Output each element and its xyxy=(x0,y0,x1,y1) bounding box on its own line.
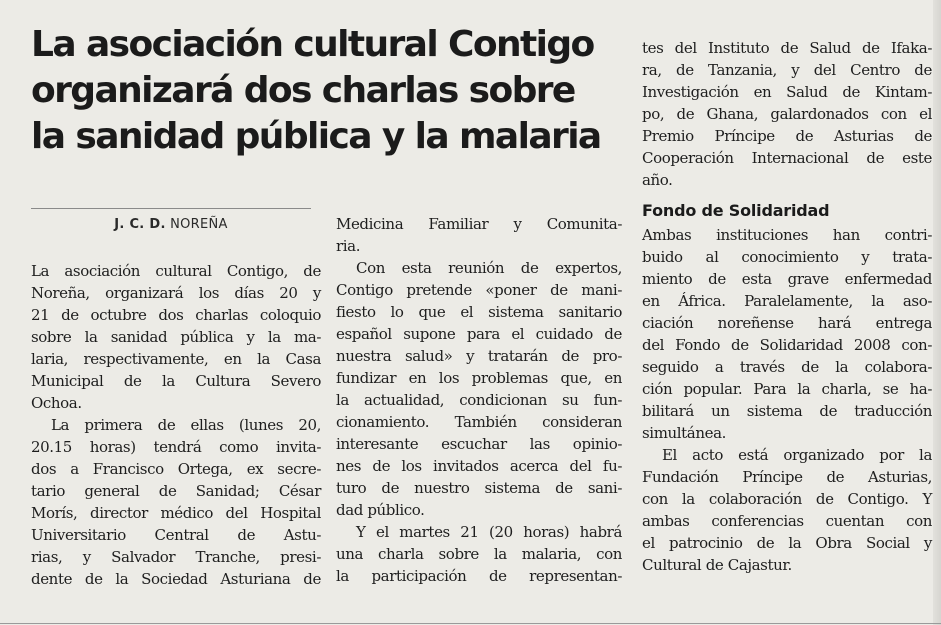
text-line: Cooperación Internacional de este xyxy=(642,149,932,167)
text-line: del Fondo de Solidaridad 2008 con- xyxy=(642,336,932,354)
headline xyxy=(31,22,626,160)
byline-rule xyxy=(31,208,311,209)
text-line: el patrocinio de la Obra Social y xyxy=(642,534,932,552)
text-line: tes del Instituto de Salud de Ifaka- xyxy=(642,39,932,57)
text-line: ción popular. Para la charla, se ha- xyxy=(642,380,932,398)
headline-line: organizará dos charlas sobre xyxy=(31,70,575,111)
adjacent-page-edge xyxy=(933,0,941,625)
text-line: una charla sobre la malaria, con xyxy=(336,545,622,563)
text-line: Investigación en Salud de Kintam- xyxy=(642,83,932,101)
section-subhead: Fondo de Solidaridad xyxy=(642,201,830,220)
text-line: Cultural de Cajastur. xyxy=(642,556,792,574)
text-line: Universitario Central de Astu- xyxy=(31,526,321,544)
text-line: dos a Francisco Ortega, ex secre- xyxy=(31,460,321,478)
text-line: Con esta reunión de expertos, xyxy=(356,259,622,277)
text-line: dente de la Sociedad Asturiana de xyxy=(31,570,321,588)
headline-line: La asociación cultural Contigo xyxy=(31,24,594,65)
text-line: miento de esta grave enfermedad xyxy=(642,270,932,288)
text-line: Medicina Familiar y Comunita- xyxy=(336,215,622,233)
headline-line: la sanidad pública y la malaria xyxy=(31,116,601,157)
text-line: Noreña, organizará los días 20 y xyxy=(31,284,321,302)
article-column-1 xyxy=(31,260,321,590)
text-line: la participación de representan- xyxy=(336,567,622,585)
text-line: con la colaboración de Contigo. Y xyxy=(642,490,932,508)
text-line: nes de los invitados acerca del fu- xyxy=(336,457,622,475)
text-line: Ambas instituciones han contri- xyxy=(642,226,932,244)
text-line: cionamiento. También consideran xyxy=(336,413,622,431)
bottom-rule xyxy=(0,623,941,624)
text-line: dad público. xyxy=(336,501,425,519)
text-line: en África. Paralelamente, la aso- xyxy=(642,292,932,310)
text-line: Contigo pretende «poner de mani- xyxy=(336,281,622,299)
text-line: nuestra salud» y tratarán de pro- xyxy=(336,347,622,365)
text-line: seguido a través de la colabora- xyxy=(642,358,932,376)
text-line: la actualidad, condicionan su fun- xyxy=(336,391,622,409)
text-line: fundizar en los problemas que, en xyxy=(336,369,622,387)
text-line: El acto está organizado por la xyxy=(662,446,932,464)
text-line: 20.15 horas) tendrá como invita- xyxy=(31,438,321,456)
text-line: Premio Príncipe de Asturias de xyxy=(642,127,932,145)
text-line: po, de Ghana, galardonados con el xyxy=(642,105,932,123)
text-line: Y el martes 21 (20 horas) habrá xyxy=(356,523,622,541)
text-line: fiesto lo que el sistema sanitario xyxy=(336,303,622,321)
text-line: español supone para el cuidado de xyxy=(336,325,622,343)
article-column-2 xyxy=(336,213,622,587)
byline-author: J. C. D. xyxy=(114,217,166,232)
byline xyxy=(31,216,311,234)
text-line: laria, respectivamente, en la Casa xyxy=(31,350,321,368)
text-line: interesante escuchar las opinio- xyxy=(336,435,622,453)
text-line: La asociación cultural Contigo, de xyxy=(31,262,321,280)
text-line: simultánea. xyxy=(642,424,726,442)
text-line: La primera de ellas (lunes 20, xyxy=(51,416,321,434)
text-line: año. xyxy=(642,171,673,189)
text-line: bilitará un sistema de traducción xyxy=(642,402,932,420)
text-line: Fundación Príncipe de Asturias, xyxy=(642,468,932,486)
text-line: ambas conferencias cuentan con xyxy=(642,512,932,530)
text-line: Municipal de la Cultura Severo xyxy=(31,372,321,390)
text-line: tario general de Sanidad; César xyxy=(31,482,321,500)
article-column-3 xyxy=(642,37,932,576)
text-line: Ochoa. xyxy=(31,394,82,412)
text-line: turo de nuestro sistema de sani- xyxy=(336,479,622,497)
text-line: rias, y Salvador Tranche, presi- xyxy=(31,548,321,566)
text-line: ra, de Tanzania, y del Centro de xyxy=(642,61,932,79)
text-line: buido al conocimiento y trata- xyxy=(642,248,932,266)
byline-location: NOREÑA xyxy=(170,217,228,232)
text-line: ria. xyxy=(336,237,361,255)
text-line: 21 de octubre dos charlas coloquio xyxy=(31,306,321,324)
text-line: sobre la sanidad pública y la ma- xyxy=(31,328,321,346)
text-line: Morís, director médico del Hospital xyxy=(31,504,321,522)
text-line: ciación noreñense hará entrega xyxy=(642,314,932,332)
